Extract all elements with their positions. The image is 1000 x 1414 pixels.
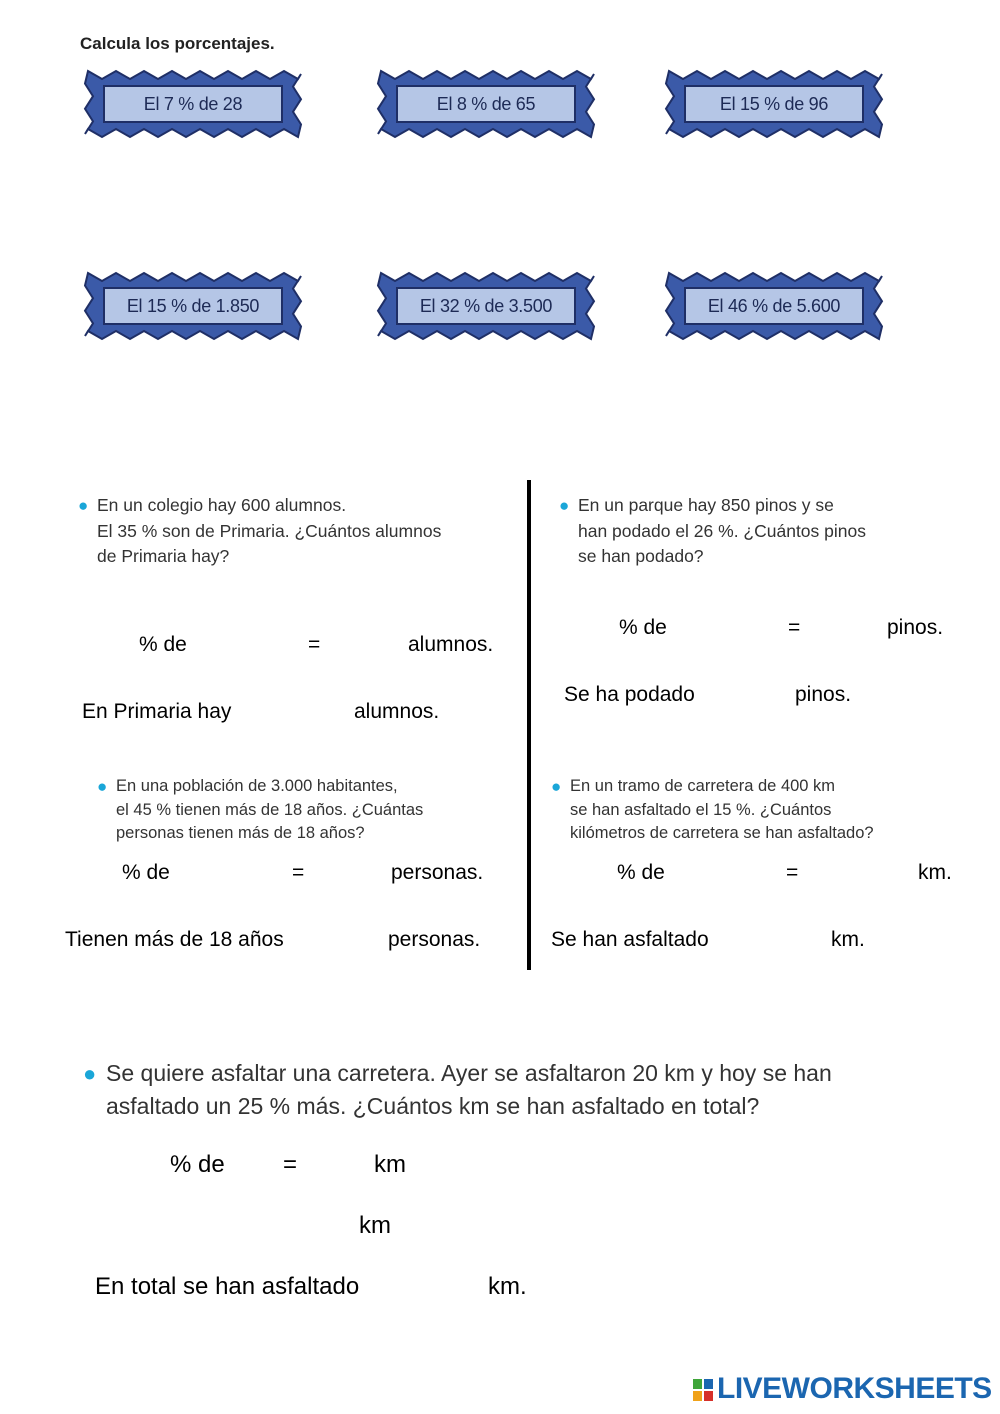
percentage-badge: El 15 % de 1.850 (80, 266, 306, 346)
problem-3-answer-unit: personas. (388, 928, 481, 951)
bullet-icon: ● (78, 496, 89, 515)
problem-4-eq-unit: km. (918, 861, 952, 884)
problem-5-eq-equals: = (283, 1151, 298, 1178)
problem-1-eq-equals: = (308, 633, 321, 656)
bullet-icon: ● (551, 777, 562, 796)
problem-2-answer-label: Se ha podado (564, 683, 695, 706)
problem-4-answer-label: Se han asfaltado (551, 928, 709, 951)
percentage-badge: El 15 % de 96 (661, 64, 887, 144)
problem-2-eq-unit: pinos. (887, 616, 944, 639)
logo-text: LIVEWORKSHEETS (717, 1372, 992, 1405)
problem-5-answer-label: En total se han asfaltado (95, 1273, 360, 1300)
percentage-badge: El 8 % de 65 (373, 64, 599, 144)
bullet-icon: ● (559, 496, 570, 515)
problem-1-eq-unit: alumnos. (408, 633, 494, 656)
problem-4-eq-equals: = (786, 861, 799, 884)
bullet-icon: ● (83, 1061, 97, 1086)
problem-2-eq-equals: = (788, 616, 801, 639)
problem-4-answer-unit: km. (831, 928, 865, 951)
percentage-badge: El 7 % de 28 (80, 64, 306, 144)
problem-3-eq-equals: = (292, 861, 305, 884)
problem-5-eq-percent: % de (170, 1151, 225, 1178)
problem-5-eq-unit: km (374, 1151, 406, 1178)
column-divider (527, 480, 531, 970)
problem-5-answer-unit: km. (488, 1273, 527, 1300)
problem-2-text: ● En un parque hay 850 pinos y se han podado el 26 %. ¿Cuántos pinos se han podado? (559, 495, 866, 566)
problem-3-text: ● En una población de 3.000 habitantes, el 45 % tienen más de 18 años. ¿Cuántas personas tienen más de 18 años? (97, 777, 424, 842)
problem-5-line2-unit: km (359, 1212, 391, 1239)
problem-3-answer-label: Tienen más de 18 años (65, 928, 284, 951)
percentage-badge: El 46 % de 5.600 (661, 266, 887, 346)
problem-1-answer-label: En Primaria hay (82, 700, 232, 723)
problem-1-answer-unit: alumnos. (354, 700, 440, 723)
worksheet-heading: Calcula los porcentajes. (80, 34, 275, 53)
percentage-badge: El 32 % de 3.500 (373, 266, 599, 346)
bullet-icon: ● (97, 777, 108, 796)
liveworksheets-mark-icon (693, 1379, 713, 1401)
problem-3-eq-percent: % de (122, 861, 170, 884)
problem-1-text: ● En un colegio hay 600 alumnos. El 35 % son de Primaria. ¿Cuántos alumnos de Primaria hay? (78, 495, 442, 566)
problem-2-answer-unit: pinos. (795, 683, 852, 706)
problem-3-eq-unit: personas. (391, 861, 484, 884)
problem-4-eq-percent: % de (617, 861, 665, 884)
problem-2-eq-percent: % de (619, 616, 667, 639)
problem-4-text: ● En un tramo de carretera de 400 km se han asfaltado el 15 %. ¿Cuántos kilómetros de carretera se han asfaltado? (551, 777, 874, 842)
problem-1-eq-percent: % de (139, 633, 187, 656)
problem-5-text: ● Se quiere asfaltar una carretera. Ayer se asfaltaron 20 km y hoy se han asfaltado un 25 % más. ¿Cuántos km se han asfaltado en total? (106, 1057, 832, 1123)
